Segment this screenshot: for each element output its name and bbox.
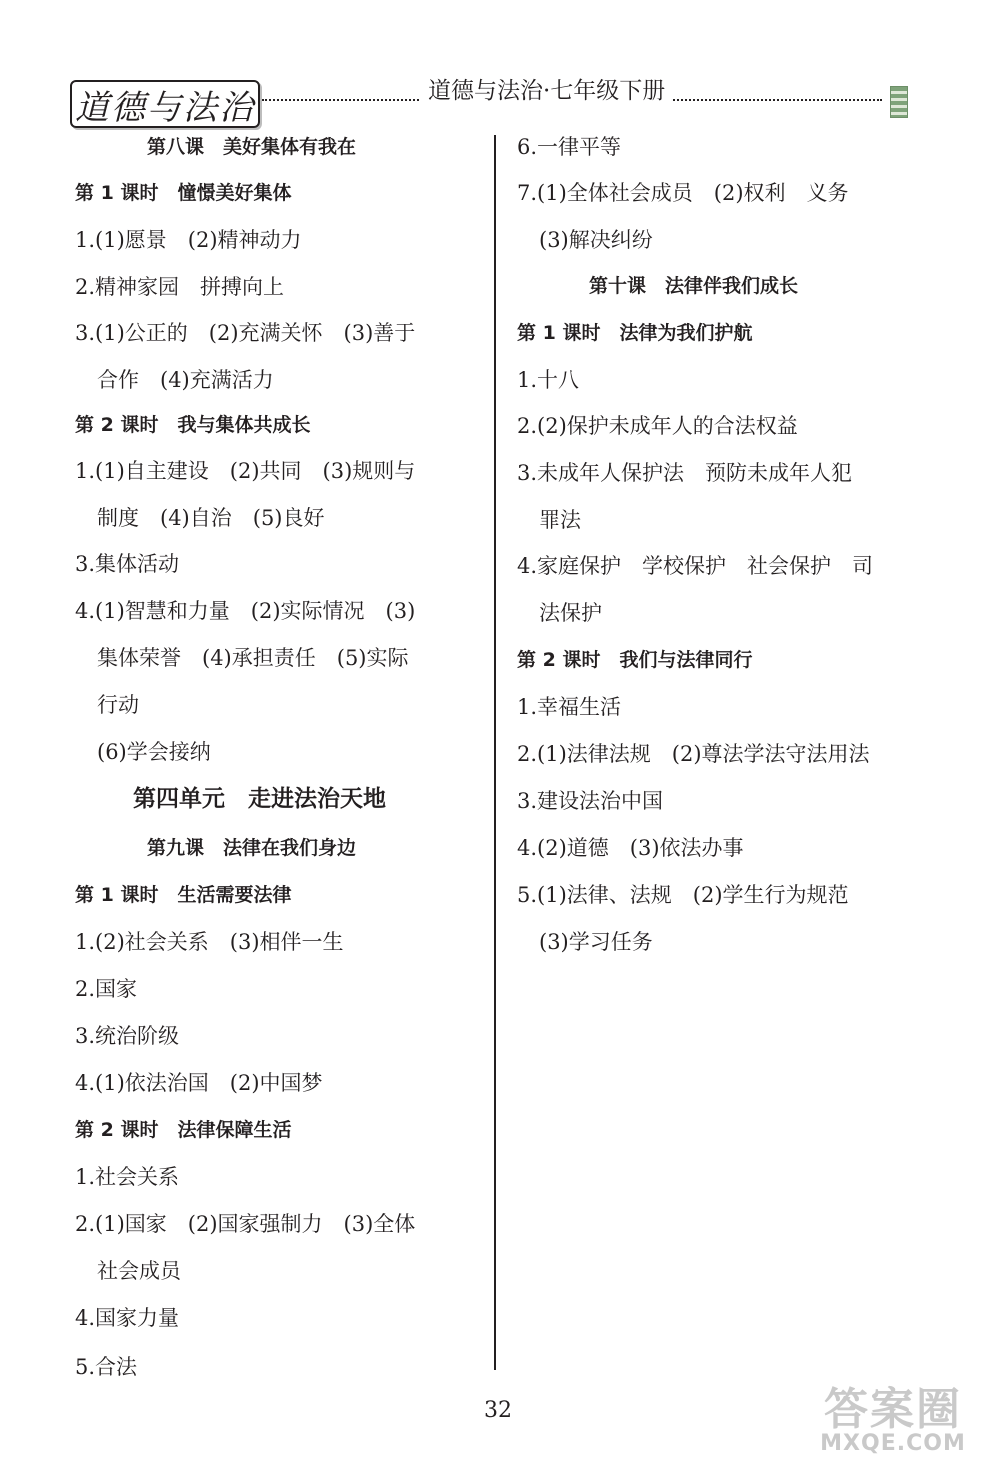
left-answer-line: 3.统治阶级 xyxy=(75,1024,180,1048)
header-title: 道德与法治·七年级下册 xyxy=(420,72,673,105)
left-lesson-line: 第八课 美好集体有我在 xyxy=(147,136,357,158)
right-cont-line: (3)学习任务 xyxy=(539,930,653,954)
right-answer-line: 7.(1)全体社会成员 (2)权利 义务 xyxy=(517,181,849,205)
left-unit-line: 第四单元 走进法治天地 xyxy=(133,786,386,812)
left-lesson-line: 第九课 法律在我们身边 xyxy=(147,837,357,859)
right-answer-line: 4.家庭保护 学校保护 社会保护 司 xyxy=(517,554,874,578)
right-cont-line: (3)解决纠纷 xyxy=(539,228,653,252)
right-answer-line: 6.一律平等 xyxy=(517,135,622,159)
left-answer-line: 1.(2)社会关系 (3)相伴一生 xyxy=(75,930,344,954)
left-section-line: 第 2 课时 我与集体共成长 xyxy=(75,414,311,436)
left-answer-line: 2.国家 xyxy=(75,977,138,1001)
right-answer-line: 3.未成年人保护法 预防未成年人犯 xyxy=(517,461,853,485)
right-answer-line: 3.建设法治中国 xyxy=(517,789,664,813)
left-section-line: 第 1 课时 生活需要法律 xyxy=(75,884,292,906)
right-cont-line: 罪法 xyxy=(539,508,581,532)
left-cont-line: 集体荣誉 (4)承担责任 (5)实际 xyxy=(97,646,409,670)
right-section-line: 第 2 课时 我们与法律同行 xyxy=(517,649,753,671)
left-answer-line: 4.(1)智慧和力量 (2)实际情况 (3) xyxy=(75,599,416,623)
left-cont-line: 制度 (4)自治 (5)良好 xyxy=(97,506,325,530)
left-answer-line: 1.(1)自主建设 (2)共同 (3)规则与 xyxy=(75,459,416,483)
column-divider xyxy=(494,135,496,1370)
page-number: 32 xyxy=(484,1398,512,1423)
left-answer-line: 2.(1)国家 (2)国家强制力 (3)全体 xyxy=(75,1212,416,1236)
left-cont-line: 行动 xyxy=(97,693,139,717)
watermark xyxy=(808,1384,978,1460)
right-lesson-line: 第十课 法律伴我们成长 xyxy=(589,275,799,297)
left-answer-line: 4.(1)依法治国 (2)中国梦 xyxy=(75,1071,323,1095)
right-answer-line: 2.(2)保护未成年人的合法权益 xyxy=(517,414,798,438)
right-answer-line: 4.(2)道德 (3)依法办事 xyxy=(517,836,744,860)
left-section-line: 第 1 课时 憧憬美好集体 xyxy=(75,182,292,204)
right-answer-line: 5.(1)法律、法规 (2)学生行为规范 xyxy=(517,883,849,907)
right-cont-line: 法保护 xyxy=(539,601,602,625)
left-answer-line: 4.国家力量 xyxy=(75,1306,180,1330)
subject-logo: 道德与法治 xyxy=(70,80,260,128)
left-section-line: 第 2 课时 法律保障生活 xyxy=(75,1119,292,1141)
right-answer-line: 2.(1)法律法规 (2)尊法学法守法用法 xyxy=(517,742,870,766)
left-answer-line: 3.集体活动 xyxy=(75,552,180,576)
right-answer-line: 1.十八 xyxy=(517,368,580,392)
left-cont-line: 合作 (4)充满活力 xyxy=(97,368,274,392)
left-answer-line: 2.精神家园 拼搏向上 xyxy=(75,275,285,299)
left-answer-line: 1.社会关系 xyxy=(75,1165,180,1189)
left-cont-line: (6)学会接纳 xyxy=(97,740,211,764)
watermark-url: MXQE.COM xyxy=(820,1431,966,1456)
left-cont-line: 社会成员 xyxy=(97,1259,181,1283)
right-answer-line: 1.幸福生活 xyxy=(517,695,622,719)
corner-tab-mark xyxy=(890,86,908,118)
watermark-text: 答案圈 xyxy=(824,1384,962,1435)
left-answer-line: 1.(1)愿景 (2)精神动力 xyxy=(75,228,302,252)
right-section-line: 第 1 课时 法律为我们护航 xyxy=(517,322,753,344)
left-answer-line: 3.(1)公正的 (2)充满关怀 (3)善于 xyxy=(75,321,416,345)
left-answer-line: 5.合法 xyxy=(75,1355,138,1379)
